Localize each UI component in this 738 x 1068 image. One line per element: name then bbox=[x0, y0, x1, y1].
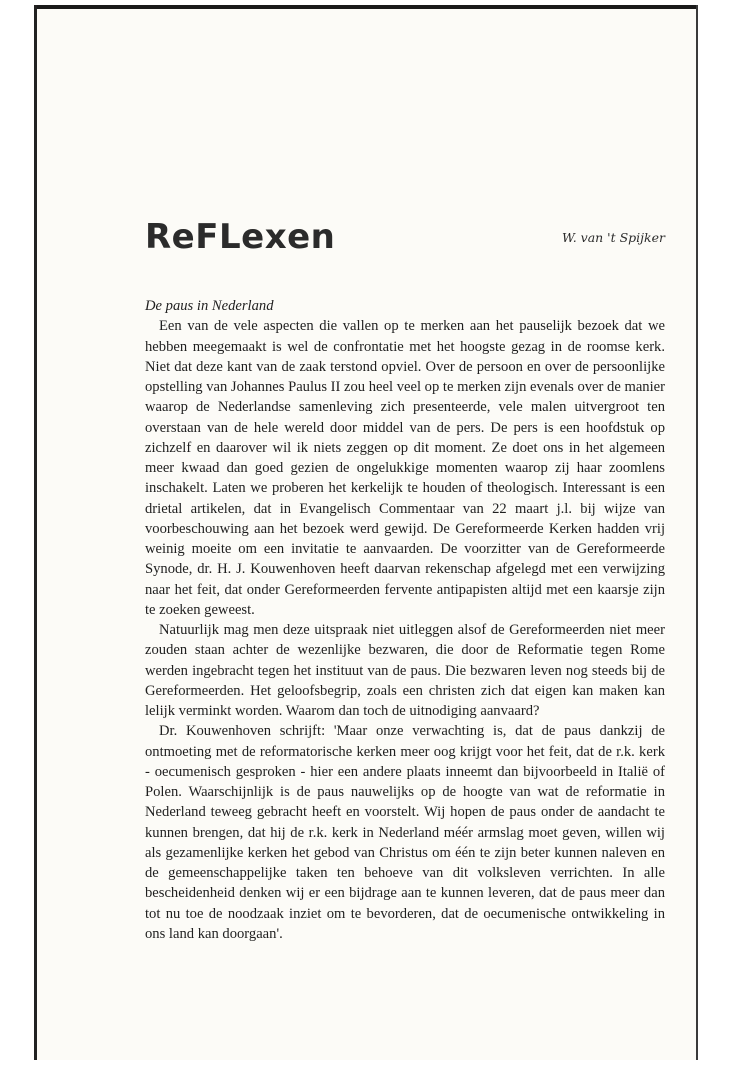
paragraph: Een van de vele aspecten die vallen op te merken aan het pauselijk bezoek dat we hebben meegemaakt is wel de confrontatie met het hoogste gezag in de roomse kerk. Niet dat deze kant van de zaak terstond opviel. Over de persoon en over de persoonlijke opstelling van Johannes Paulus II zou heel veel op te merken zijn evenals over de manier waarop de Nederlandse samenleving zich presenteerde, vele malen uitvergroot ten overstaan van de hele wereld door middel van de pers. De pers is een hoofdstuk op zichzelf en daarover wil ik niets zeggen op dit moment. Ze doet ons in het algemeen meer kwaad dan goed gezien de ongelukkige momenten waarop zij haar zoomlens inschakelt. Laten we proberen het kerkelijk te houden of theologisch. Interessant is een drietal artikelen, dat in Evangelisch Commentaar van 22 maart j.l. bij wijze van voorbeschouwing aan het bezoek werd gewijd. De Gereformeerde Kerken hadden vrij weinig moeite om een invitatie te aanvaarden. De voorzitter van de Gereformeerde Synode, dr. H. J. Kouwenhoven heeft daarvan rekenschap afgelegd met een verwijzing naar het feit, dat onder Gereformeerden fervente antipapisten altijd met een kaarsje zijn te zoeken geweest. bbox=[145, 318, 665, 618]
paragraph: Dr. Kouwenhoven schrijft: 'Maar onze verwachting is, dat de paus dankzij de ontmoeting met de reformatorische kerken meer oog krijgt voor het feit, dat de r.k. kerk - oecumenisch gesproken - hier een andere plaats inneemt dan bijvoorbeeld in Italië of Polen. Waarschijnlijk is de paus nauwelijks op de hoogte van wat de reformatie in Nederland teweeg gebracht heeft en voorstelt. Wij hopen de paus onder de aandacht te kunnen brengen, dat hij de r.k. kerk in Nederland méér armslag moet geven, willen wij als gezamenlijke kerken het gebod van Christus om één te zijn beter kunnen naleven en de gemeenschappelijke taken ten behoeve van dit volksleven verrichten. In alle bescheidenheid denken wij er een bijdrage aan te kunnen leveren, dat de paus meer dan tot nu toe de noodzaak inziet om te bevorderen, dat de oecumenische ontwikkeling in ons land kan doorgaan'. bbox=[145, 723, 665, 942]
article-body bbox=[145, 296, 665, 944]
page-edge-right bbox=[696, 5, 698, 1060]
heading-row bbox=[145, 215, 665, 265]
section-title: ReFLexen bbox=[145, 217, 336, 257]
paragraph: Natuurlijk mag men deze uitspraak niet uitleggen alsof de Gereformeerden niet meer zouden staan achter de wezenlijke bezwaren, die door de Reformatie tegen Rome werden ingebracht tegen het instituut van de paus. Die bezwaren leven nog steeds bij de Gereformeerden. Het geloofsbegrip, zoals een christen zich dat eigen kan maken kan lelijk verminkt worden. Waarom dan toch de uitnodiging aanvaard? bbox=[145, 622, 665, 719]
article-subheading: De paus in Nederland bbox=[145, 298, 274, 314]
author-name: W. van 't Spijker bbox=[562, 230, 665, 245]
